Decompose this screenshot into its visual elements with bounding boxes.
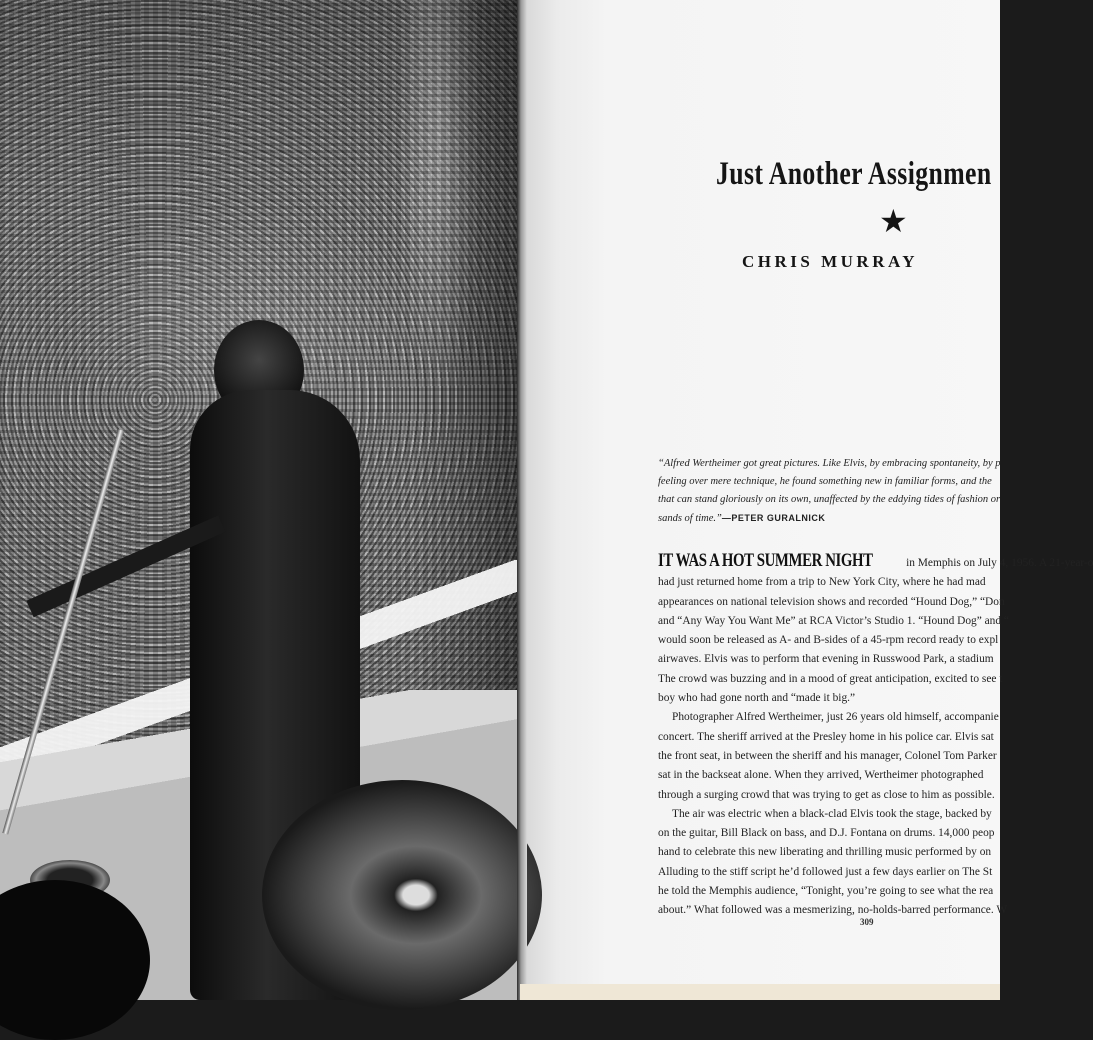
body-line: the front seat, in between the sheriff and his manager, Colonel Tom Parker [658,749,997,762]
body-line: airwaves. Elvis was to perform that evening in Russwood Park, a stadium [658,653,994,666]
body-line: about.” What followed was a mesmerizing, no-holds-barred performance. W [658,904,1008,917]
chapter-title: Just Another Assignmen [716,156,992,192]
body-line: Photographer Alfred Wertheimer, just 26 years old himself, accompanie [672,711,999,724]
body-line-text: in Memphis on July 4, 1956. A 21-year-o [903,557,1093,569]
body-line: and “Any Way You Want Me” at RCA Victor’s Studio 1. “Hound Dog” and “ [658,614,1009,627]
body-line: The air was electric when a black-clad Elvis took the stage, backed by [672,807,992,820]
epigraph-line: that can stand gloriously on its own, unaffected by the eddying tides of fashion or [658,494,1001,505]
body-line: The crowd was buzzing and in a mood of great anticipation, excited to see t [658,672,1003,685]
epigraph-line-end: sands of time.” [658,513,722,524]
epigraph-line [658,509,1078,528]
body-text [658,550,1093,921]
epigraph-line: “Alfred Wertheimer got great pictures. Like Elvis, by embracing spontaneity, by p [658,458,1001,469]
body-line: he told the Memphis audience, “Tonight, you’re going to see what the rea [658,885,994,898]
body-line: through a surging crowd that was trying to get as close to him as possible. [658,788,995,801]
concert-photograph [0,0,517,1000]
epigraph [658,455,1078,528]
text-page [527,0,1093,1000]
epigraph-line: feeling over mere technique, he found something new in familiar forms, and the [658,476,992,487]
author-name: CHRIS MURRAY [742,252,918,271]
epigraph-attribution: —PETER GURALNICK [721,513,826,523]
body-line [658,550,1093,573]
body-line: hand to celebrate this new liberating and thrilling music performed by on [658,846,992,859]
body-line: had just returned home from a trip to New York City, where he had mad [658,576,986,589]
body-line: appearances on national television shows and recorded “Hound Dog,” “Don [658,595,1005,608]
lead-in: IT WAS A HOT SUMMER NIGHT [658,550,873,571]
body-line: Alluding to the stiff script he’d followed just a few days earlier on The St [658,865,993,878]
page-number: 309 [860,917,874,927]
body-line: concert. The sheriff arrived at the Presley home in his police car. Elvis sat [658,730,994,743]
body-line: would soon be released as A- and B-sides of a 45-rpm record ready to expl [658,634,999,647]
body-line: boy who had gone north and “made it big.” [658,692,856,705]
cymbal [262,780,542,1010]
page-edge [520,984,1000,1000]
body-line: on the guitar, Bill Black on bass, and D.J. Fontana on drums. 14,000 peop [658,827,995,840]
star-icon: ★ [879,202,908,240]
body-line: sat in the backseat alone. When they arrived, Wertheimer photographed [658,769,984,782]
book-gutter [517,0,527,1000]
